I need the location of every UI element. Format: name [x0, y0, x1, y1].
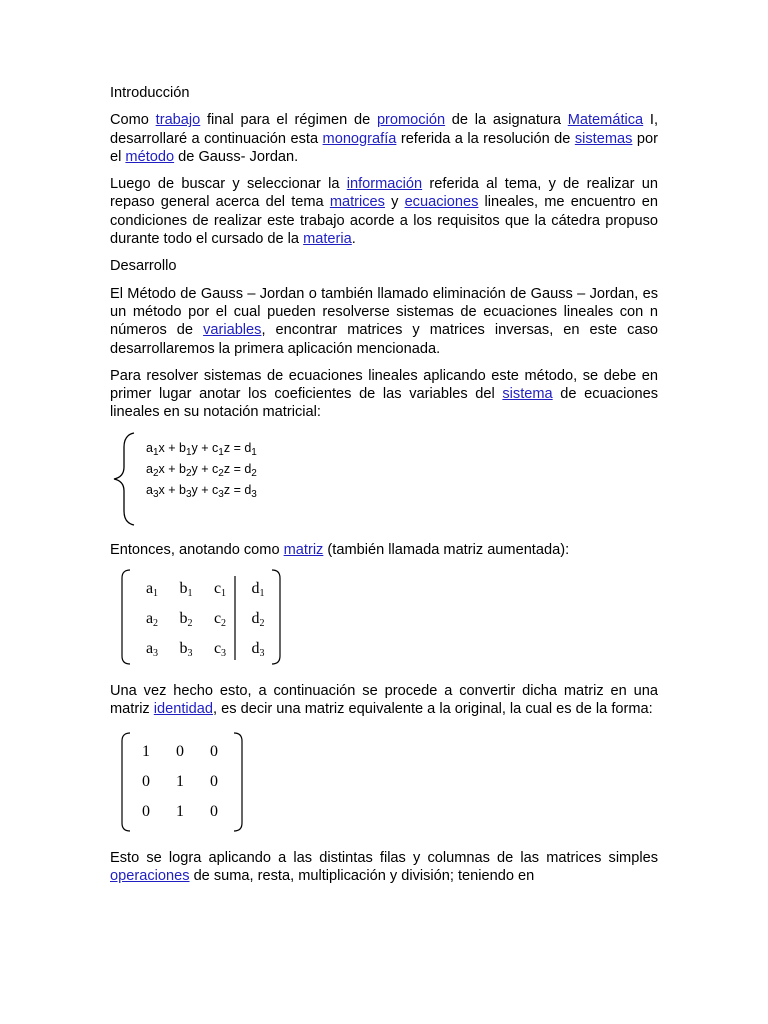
identity-matrix: [110, 731, 658, 835]
matrix-cell: 1: [176, 802, 184, 820]
link-monografia[interactable]: monografía: [322, 130, 397, 147]
link-trabajo[interactable]: trabajo: [155, 112, 201, 129]
matrix-cell: 0: [210, 802, 218, 820]
paragraph-intro-2: Luego de buscar y seleccionar la información referida al tema, y de realizar un repaso general acerca del tema matrices y ecuaciones lineales, me encuentro en condiciones de realizar este trabajo acorde a los requisitos que la cátedra propuso durante todo el cursado de la materia.: [110, 176, 658, 248]
link-operaciones[interactable]: operaciones: [110, 867, 190, 884]
matrix-cell: $a_2$: [145, 610, 159, 630]
paragraph-dev-2: Para resolver sistemas de ecuaciones lineales aplicando este método, se debe en primer lugar anotar los coeficientes de las variables del sistema de ecuaciones lineales en su notación matricial:: [110, 367, 658, 421]
matrix-cell: 0: [210, 772, 218, 790]
matrix-cell: $c_3$: [213, 640, 227, 660]
paragraph-dev-1: El Método de Gauss – Jordan o también llamado eliminación de Gauss – Jordan, es un método por el cual pueden resolverse sistemas de ecuaciones lineales con n números de variables, encontrar matrices y matrices inversas, en este caso desarrollaremos la primera aplicación mencionada.: [110, 285, 658, 357]
paragraph-dev-3: Entonces, anotando como matriz (también llamada matriz aumentada):: [110, 541, 570, 558]
matrix-cell: $d_2$: [251, 610, 265, 630]
link-variables[interactable]: variables: [203, 322, 262, 339]
equation-line: $a_3x + b_3y + c_3z = d_3$: [146, 482, 257, 500]
equation-system: [110, 431, 658, 527]
matrix-cell: $b_1$: [179, 580, 193, 600]
link-identidad[interactable]: identidad: [153, 701, 214, 718]
link-sistemas[interactable]: sistemas: [574, 130, 633, 147]
matrix-cell: 1: [176, 772, 184, 790]
paragraph-dev-4: Una vez hecho esto, a continuación se procede a convertir dicha matriz en una matriz identidad, es decir una matriz equivalente a la original, la cual es de la forma:: [110, 683, 658, 718]
link-ecuaciones[interactable]: ecuaciones: [404, 194, 479, 211]
equation-line: $a_2x + b_2y + c_2z = d_2$: [146, 461, 257, 479]
matrix-cell: $d_1$: [251, 580, 265, 600]
matrix-cell: $c_1$: [213, 580, 227, 600]
matrix-cell: 0: [142, 802, 150, 820]
link-materia[interactable]: materia: [303, 231, 352, 248]
link-informacion[interactable]: información: [346, 176, 423, 193]
link-sistema[interactable]: sistema: [502, 386, 553, 403]
document-page: [110, 84, 658, 894]
link-matriz[interactable]: matriz: [283, 541, 324, 558]
matrix-cell: $a_3$: [145, 640, 159, 660]
dev-heading: Desarrollo: [110, 258, 177, 275]
intro-heading: Introducción: [110, 85, 190, 101]
link-matematica[interactable]: Matemática: [567, 112, 644, 129]
equation-lines: [146, 440, 257, 503]
matrix-cell: 0: [210, 742, 218, 760]
matrix-cell: $b_2$: [179, 610, 193, 630]
link-matrices[interactable]: matrices: [329, 194, 385, 211]
equation-line: $a_1x + b_1y + c_1z = d_1$: [146, 440, 257, 458]
augmented-matrix: [110, 568, 658, 668]
matrix-cell: 0: [142, 772, 150, 790]
matrix-cell: $a_1$: [145, 580, 159, 600]
matrix-cell: $c_2$: [213, 610, 227, 630]
matrix-cell: $d_3$: [251, 640, 265, 660]
paragraph-dev-5: Esto se logra aplicando a las distintas filas y columnas de las matrices simples operaciones de suma, resta, multiplicación y división; teniendo en: [110, 849, 658, 884]
matrix-cell: 0: [176, 742, 184, 760]
paragraph-intro-1: Como trabajo final para el régimen de promoción de la asignatura Matemática I, desarrollaré a continuación esta monografía referida a la resolución de sistemas por el método de Gauss- Jordan.: [110, 112, 659, 165]
link-promocion[interactable]: promoción: [376, 112, 446, 129]
link-metodo[interactable]: método: [125, 148, 175, 165]
matrix-cell: $b_3$: [179, 640, 193, 660]
left-brace: [110, 431, 140, 527]
matrix-cell: 1: [142, 742, 150, 760]
